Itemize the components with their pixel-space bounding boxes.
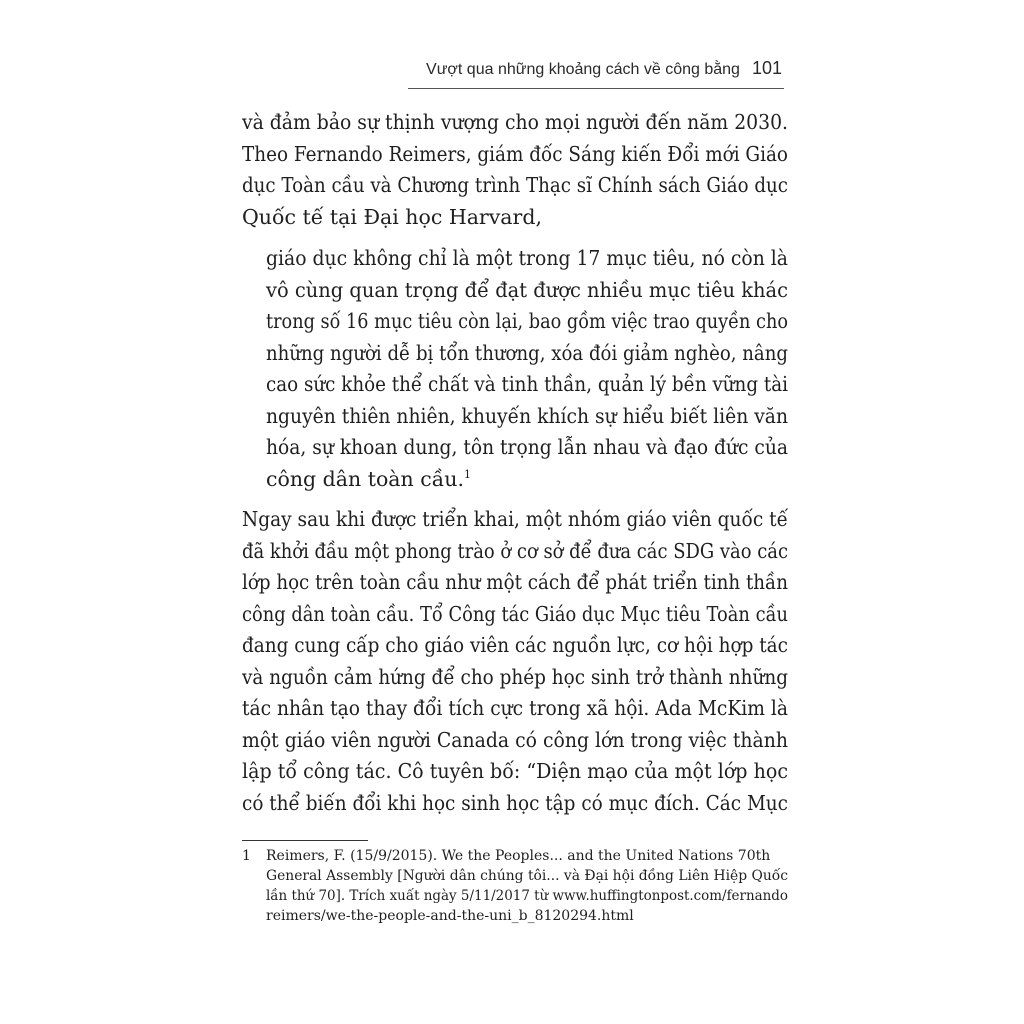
text-line: Ngay sau khi được triển khai, một nhóm giáo viên quốc tế xyxy=(242,507,788,531)
footnote-rule xyxy=(242,840,368,841)
text-line: tác nhân tạo thay đổi tích cực trong xã hội. Ada McKim là xyxy=(242,696,788,720)
running-title: Vượt qua những khoảng cách về công bằng xyxy=(426,61,740,78)
quote-line: trong số 16 mục tiêu còn lại, bao gồm việc trao quyền cho xyxy=(266,309,788,333)
footnote-line: lần thứ 70]. Trích xuất ngày 5/11/2017 từ www.huffingtonpost.com/fernando xyxy=(266,888,788,904)
header-rule xyxy=(408,88,784,89)
quote-line: cao sức khỏe thể chất và tinh thần, quản lý bền vững tài xyxy=(266,372,788,396)
text-line: đã khởi đầu một phong trào ở cơ sở để đưa các SDG vào các xyxy=(242,538,788,563)
text-line: lớp học trên toàn cầu như một cách để phát triển tinh thần xyxy=(242,570,788,594)
footnote-number: 1 xyxy=(242,848,251,864)
quote-line: hóa, sự khoan dung, tôn trọng lẫn nhau và đạo đức của xyxy=(266,435,788,459)
quote-line-last xyxy=(266,464,788,496)
footnote-line: General Assembly [Người dân chúng tôi... và Đại hội đồng Liên Hiệp Quốc xyxy=(266,868,788,884)
block-quote xyxy=(266,243,788,495)
quote-line: giáo dục không chỉ là một trong 17 mục tiêu, nó còn là xyxy=(266,246,788,270)
quote-line: vô cùng quan trọng để đạt được nhiều mục tiêu khác xyxy=(266,277,788,302)
paragraph-2 xyxy=(242,504,788,819)
page-number: 101 xyxy=(751,58,782,78)
text-line: công dân toàn cầu. Tổ Công tác Giáo dục Mục tiêu Toàn cầu xyxy=(242,601,788,626)
text-line: dục Toàn cầu và Chương trình Thạc sĩ Chính sách Giáo dục xyxy=(242,173,788,197)
text-line: và đảm bảo sự thịnh vượng cho mọi người đến năm 2030. xyxy=(242,110,788,134)
text-line: lập tổ công tác. Cô tuyên bố: “Diện mạo của một lớp học xyxy=(242,759,788,783)
text-line: có thể biến đổi khi học sinh học tập có mục đích. Các Mục xyxy=(242,790,788,815)
paragraph-1 xyxy=(242,107,788,233)
text-line: và nguồn cảm hứng để cho phép học sinh trở thành những xyxy=(242,664,788,689)
footnote-line: Reimers, F. (15/9/2015). We the Peoples... and the United Nations 70th xyxy=(266,848,771,864)
quote-line-text: công dân toàn cầu. xyxy=(266,466,465,491)
text-line: một giáo viên người Canada có công lớn trong việc thành xyxy=(242,727,788,752)
running-header xyxy=(242,58,782,84)
quote-line: những người dễ bị tổn thương, xóa đói giảm nghèo, nâng xyxy=(266,340,788,365)
footnote-reference[interactable]: 1 xyxy=(464,467,472,481)
quote-line: nguyên thiên nhiên, khuyến khích sự hiểu biết liên văn xyxy=(266,403,788,428)
footnote-line: reimers/we-the-people-and-the-uni_b_8120294.html xyxy=(266,908,634,924)
text-line: Theo Fernando Reimers, giám đốc Sáng kiến Đổi mới Giáo xyxy=(242,141,788,166)
footnote-text xyxy=(266,846,788,926)
text-line: đang cung cấp cho giáo viên các nguồn lực, cơ hội hợp tác xyxy=(242,633,788,657)
text-line: Quốc tế tại Đại học Harvard, xyxy=(242,204,542,229)
